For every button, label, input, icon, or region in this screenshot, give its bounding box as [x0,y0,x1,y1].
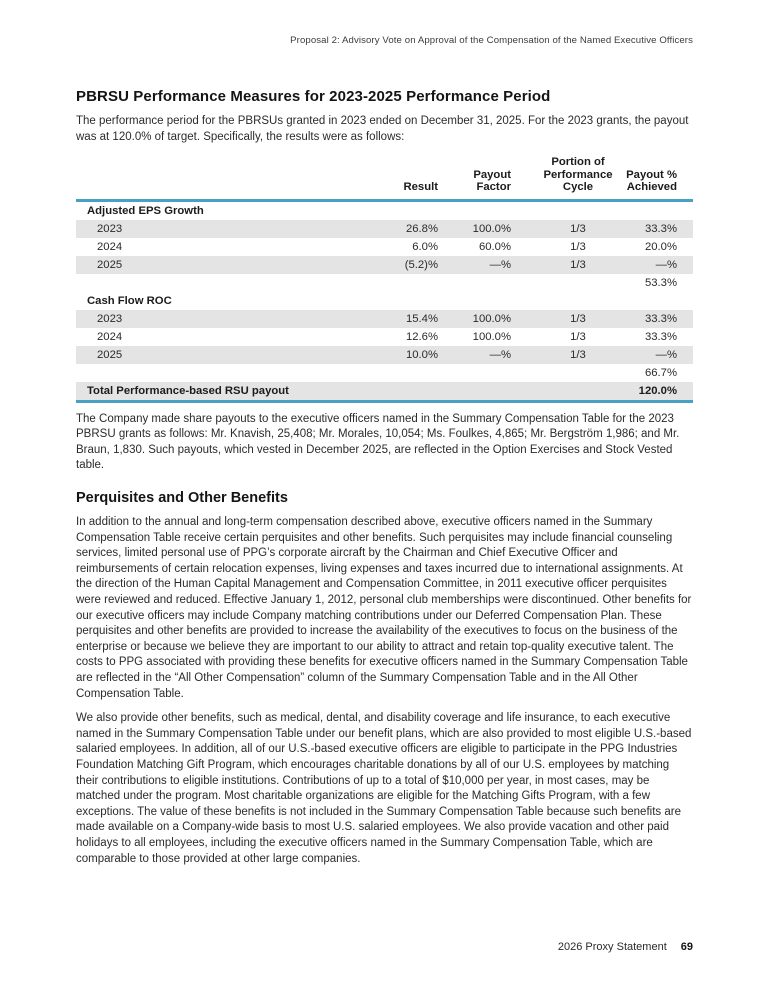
column-header-payout-achieved: Payout % Achieved [618,156,693,200]
table-row [76,256,693,274]
payout-achieved-value: 33.3% [644,330,677,343]
table-header-row [76,156,693,200]
cycle-value: 1/3 [538,220,618,238]
year-label: 2025 [76,346,383,364]
cycle-value: 1/3 [538,310,618,328]
cycle-value: 1/3 [570,240,586,253]
year-label: 2024 [97,240,123,253]
perquisites-paragraph-2: We also provide other benefits, such as medical, dental, and disability coverage and life insurance, to each executive named in the Summary Compensation Table under our benefit plans, which are also provided to most eligible U.S.-based salaried employees. In addition, all of our U.S.-based executive officers are eligible to participate in the PPG Industries Foundation Matching Gift Program, which encourages charitable donations by all of our U.S. employees by matching their contributions to eligible institutions. Contributions of up to a total of $10,000 per year, in most cases, may be matched under the program. Most charitable organizations are eligible for the Matching Gifts Program, with a few exceptions. The value of these benefits is not included in the Summary Compensation Table because such benefits are made available on a Company-wide basis to most U.S. salaried employees. We also provide vacation and other paid holidays to all employees, including the executive officers named in the Summary Compensation Table, which are comparable to those provided at other large companies. [76,712,692,865]
table-row [76,328,693,346]
group-row-cash-flow-roc [76,292,693,310]
total-row [76,382,693,402]
payout-factor-value: —% [459,256,538,274]
subtotal-row-cash-flow-roc [76,364,693,382]
payout-achieved-value: 33.3% [618,220,693,238]
result-value: 15.4% [383,310,459,328]
year-label: 2024 [97,330,123,343]
cycle-value: 1/3 [570,330,586,343]
table-row [76,346,693,364]
subtotal-value: 66.7% [618,364,693,382]
intro-paragraph: The performance period for the PBRSUs granted in 2023 ended on December 31, 2025. For the 2023 grants, the payout was at 120.0% of target. Specifically, the results were as follows: [76,115,689,143]
table-row [76,220,693,238]
section-title-perquisites: Perquisites and Other Benefits [76,490,288,507]
result-value: 26.8% [383,220,459,238]
page-footer [558,941,693,953]
running-header: Proposal 2: Advisory Vote on Approval of the Compensation of the Named Executive Officers [290,35,693,46]
payout-achieved-value: 33.3% [618,310,693,328]
section-title-pbrsu: PBRSU Performance Measures for 2023-2025 Performance Period [76,88,551,105]
payout-achieved-value: —% [618,256,693,274]
page-number: 69 [680,941,693,953]
payout-factor-value: 100.0% [459,220,538,238]
year-label: 2023 [76,310,383,328]
payout-achieved-value: —% [618,346,693,364]
column-header-payout-factor: Payout Factor [459,156,538,200]
result-value: 12.6% [405,330,438,343]
result-value: (5.2)% [383,256,459,274]
total-value: 120.0% [618,382,693,402]
result-value: 10.0% [383,346,459,364]
group-row-adjusted-eps [76,200,693,220]
perquisites-paragraph-1: In addition to the annual and long-term compensation described above, executive officers named in the Summary Compensation Table receive certain perquisites and other benefits. Such perquisites may include financial counseling services, limited personal use of PPG’s corporate aircraft by the Chairman and Chief Executive Officer and reimbursements of certain relocation expenses, living expenses and taxes incurred due to international assignments. At the direction of the Human Capital Management and Compensation Committee, in 2011 executive officer perquisites were reviewed and reduced. Effective January 1, 2012, personal club memberships were discontinued. Other benefits for our executive officers may include Company matching contributions under our Deferred Compensation Plan. These perquisites and other benefits are provided to increase the availability of the executives to focus on the business of the enterprise or because we believe they are important to our ability to attract and retain top-quality executive talent. The costs to PPG associated with providing these benefits for executive officers named in the Summary Compensation Table are reflected in the “All Other Compensation” column of the Summary Compensation Table and in the All Other Compensation Table. [76,516,692,700]
performance-measures-table [76,156,693,403]
payout-achieved-value: 20.0% [644,240,677,253]
subtotal-value: 53.3% [618,274,693,292]
share-payouts-paragraph: The Company made share payouts to the executive officers named in the Summary Compensation Table for the 2023 PBRSU grants as follows: Mr. Knavish, 25,408; Mr. Morales, 10,054; Ms. Foulkes, 4,865; Mr. Bergström 1,986; and Mr. Braun, 1,830. Such payouts, which vested in December 2025, are reflected in the Option Exercises and Stock Vested table. [76,412,680,472]
year-label: 2025 [76,256,383,274]
header-spacer [76,156,383,200]
year-label: 2023 [76,220,383,238]
table-row [76,238,693,256]
column-header-portion-cycle: Portion of Performance Cycle [538,156,618,200]
payout-factor-value: —% [459,346,538,364]
payout-factor-value: 100.0% [459,310,538,328]
subtotal-row-adjusted-eps [76,274,693,292]
footer-label: 2026 Proxy Statement [557,941,667,953]
total-label: Total Performance-based RSU payout [76,382,618,402]
payout-factor-value: 60.0% [478,240,511,253]
group-label: Adjusted EPS Growth [87,204,204,217]
payout-factor-value: 100.0% [472,330,511,343]
column-header-result: Result [383,156,459,200]
table-row [76,310,693,328]
group-label: Cash Flow ROC [87,294,172,307]
result-value: 6.0% [412,240,438,253]
cycle-value: 1/3 [538,256,618,274]
cycle-value: 1/3 [538,346,618,364]
